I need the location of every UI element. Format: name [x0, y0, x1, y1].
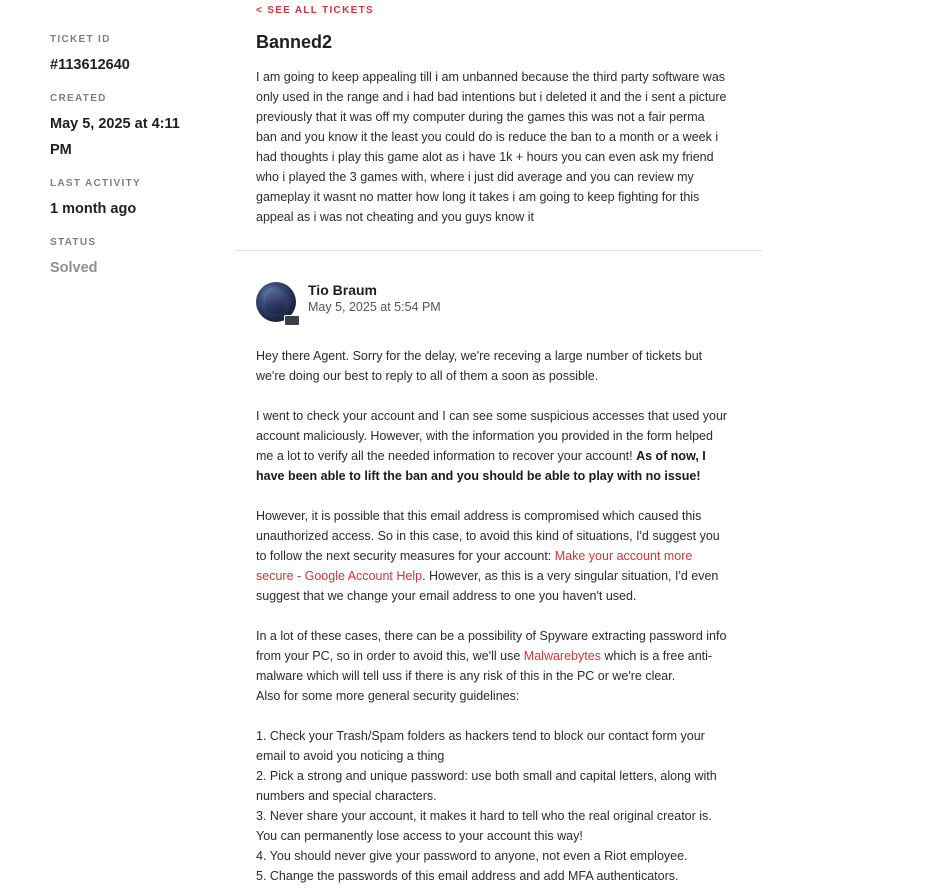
- reply-line: Hey there Agent. Sorry for the delay, we're receving a large number of tickets but: [256, 349, 703, 363]
- ticket-line: I am going to keep appealing till i am unbanned because the third party software was: [256, 70, 726, 84]
- reply-line: we're doing our best to reply to all of them a soon as possible.: [256, 369, 599, 383]
- reply-line: However, it is possible that this email address is compromised which caused this: [256, 509, 702, 523]
- reply-paragraph: [256, 346, 746, 386]
- reply-line: malware which will tell uss if there is any risk of this in the PC or we're clear.: [256, 669, 676, 683]
- list-item: numbers and special characters.: [256, 789, 437, 803]
- security-guidelines-list: [256, 726, 746, 886]
- section-divider: [236, 250, 763, 251]
- list-item: 1. Check your Trash/Spam folders as hackers tend to block our contact form your: [256, 729, 705, 743]
- reply-line: unauthorized access. So in this case, to avoid this kind of situations, I'd suggest you: [256, 529, 720, 543]
- created-block: [50, 93, 220, 163]
- created-label: CREATED: [50, 93, 107, 104]
- ticket-main: [256, 0, 746, 227]
- created-value-line1: May 5, 2025 at 4:11: [50, 116, 180, 132]
- reply-bold-text: As of now, I: [636, 449, 706, 463]
- last-activity-value: 1 month ago: [50, 201, 137, 217]
- ticket-line: gameplay it wasnt no matter how long it takes i am going to keep fighting for this: [256, 190, 700, 204]
- reply-line: to follow the next security measures for your account:: [256, 549, 552, 563]
- last-activity-block: [50, 178, 220, 222]
- google-account-help-link[interactable]: Make your account more: [554, 549, 693, 563]
- author-block: [308, 282, 441, 316]
- last-activity-label: LAST ACTIVITY: [50, 178, 141, 189]
- malwarebytes-link[interactable]: Malwarebytes: [523, 649, 601, 663]
- avatar: [256, 282, 296, 322]
- ticket-id-label: TICKET ID: [50, 34, 111, 45]
- status-badge: Solved: [50, 260, 98, 276]
- ticket-description: [256, 67, 746, 227]
- reply-bold-text: have been able to lift the ban and you should be able to play with no issue!: [256, 469, 701, 483]
- list-item: 4. You should never give your password to anyone, not even a Riot employee.: [256, 849, 688, 863]
- agent-reply: [256, 282, 746, 886]
- created-value-line2: PM: [50, 142, 72, 158]
- status-block: [50, 237, 220, 281]
- ticket-id-block: [50, 34, 220, 78]
- reply-line: me a lot to verify all the needed information to recover your account!: [256, 449, 633, 463]
- reply-header: [256, 282, 746, 322]
- avatar-figure: [265, 290, 285, 314]
- ticket-title: Banned2: [256, 32, 333, 52]
- list-item: email to avoid you noticing a thing: [256, 749, 445, 763]
- list-item: You can permanently lose access to your account this way!: [256, 829, 583, 843]
- ticket-line: ban and you know it the least you could do is reduce the ban to a month or a week i: [256, 130, 719, 144]
- reply-line: account maliciously. However, with the information you provided in the form helped: [256, 429, 713, 443]
- reply-line: Also for some more general security guidelines:: [256, 689, 520, 703]
- see-all-tickets-link[interactable]: < SEE ALL TICKETS: [256, 5, 374, 16]
- reply-line: which is a free anti-: [604, 649, 713, 663]
- ticket-line: only used in the range and i had bad intentions but i deleted it and the i sent a picture: [256, 90, 727, 104]
- reply-line: In a lot of these cases, there can be a possibility of Spyware extracting password info: [256, 629, 727, 643]
- ticket-id-value: #113612640: [50, 57, 130, 73]
- list-item: 5. Change the passwords of this email address and add MFA authenticators.: [256, 869, 679, 883]
- reply-body: [256, 346, 746, 886]
- reply-paragraph: [256, 506, 746, 606]
- ticket-line: appeal as i was not cheating and you guys know it: [256, 210, 534, 224]
- reply-line: . However, as this is a very singular situation, I'd even: [422, 569, 719, 583]
- reply-line: from your PC, so in order to avoid this, we'll use: [256, 649, 521, 663]
- ticket-line: had thoughts i play this game alot as i have 1k + hours you can even ask my friend: [256, 150, 714, 164]
- agent-badge-icon: [284, 315, 300, 326]
- ticket-line: previously that it was off my computer during the games this was not a fair perma: [256, 110, 705, 124]
- reply-paragraph: [256, 406, 746, 486]
- ticket-meta-sidebar: [50, 34, 220, 296]
- list-item: 2. Pick a strong and unique password: use both small and capital letters, along with: [256, 769, 717, 783]
- reply-date: May 5, 2025 at 5:54 PM: [308, 300, 441, 314]
- reply-line: suggest that we change your email address to one you haven't used.: [256, 589, 637, 603]
- google-account-help-link[interactable]: secure - Google Account Help: [256, 569, 423, 583]
- reply-paragraph: [256, 626, 746, 706]
- list-item: 3. Never share your account, it makes it hard to tell who the real original creator is.: [256, 809, 712, 823]
- status-label: STATUS: [50, 237, 97, 248]
- ticket-line: who i played the 3 games with, where i just did average and you can review my: [256, 170, 694, 184]
- author-name: Tio Braum: [308, 282, 377, 298]
- reply-line: I went to check your account and I can see some suspicious accesses that used your: [256, 409, 728, 423]
